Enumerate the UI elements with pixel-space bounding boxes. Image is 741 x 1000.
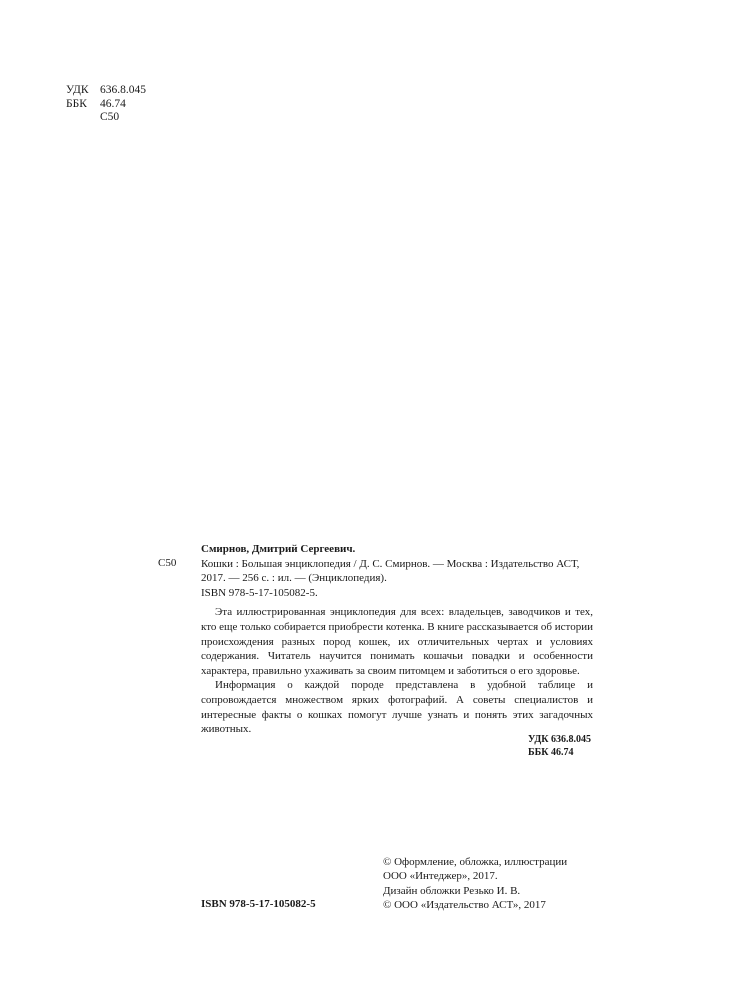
udk-value: 636.8.045 bbox=[100, 84, 146, 96]
annotation-paragraph: Информация о каждой породе представлена в удобной таблице и сопровождается множеством ярких фотографий. А советы специалистов и интересные факты о кошках помогут лучше узнать и понять этих загадочных животных. bbox=[201, 679, 593, 736]
bbk-code: ББК 46.74 bbox=[528, 747, 574, 758]
bbk-label: ББК bbox=[66, 97, 87, 110]
cutter-code: С50 bbox=[100, 111, 120, 123]
cutter-code-side: С50 bbox=[158, 557, 177, 569]
classification-codes-top bbox=[66, 84, 146, 125]
isbn-bottom: ISBN 978-5-17-105082-5 bbox=[201, 898, 316, 910]
copyright-line: Дизайн обложки Резько И. В. bbox=[383, 884, 521, 897]
copyright-line: © Оформление, обложка, иллюстрации bbox=[383, 856, 568, 868]
copyright-line: © ООО «Издательство АСТ», 2017 bbox=[383, 899, 546, 912]
udk-code: УДК 636.8.045 bbox=[528, 734, 591, 745]
bbk-row bbox=[66, 98, 146, 112]
annotation-paragraph: Эта иллюстрированная энциклопедия для всех: владельцев, заводчиков и тех, кто еще только собирается приобрести котенка. В книге рассказывается об истории происхождения разных пород кошек, их отличительных чертах и условиях содержания. Читатель научится понимать кошачьи повадки и особенности характера, правильно ухаживать за своим питомцем и заботиться о его здоровье. bbox=[201, 606, 593, 677]
classification-codes-bottom bbox=[528, 733, 591, 759]
author-heading: Смирнов, Дмитрий Сергеевич. bbox=[201, 543, 356, 555]
udk-label: УДК bbox=[66, 84, 89, 96]
bbk-value: 46.74 bbox=[100, 97, 126, 110]
copyright-line: ООО «Интеджер», 2017. bbox=[383, 870, 498, 883]
isbn-line: ISBN 978-5-17-105082-5. bbox=[201, 586, 318, 599]
copyright-block bbox=[383, 855, 567, 913]
udk-row bbox=[66, 84, 146, 98]
title-line: Кошки : Большая энциклопедия / Д. С. Смирнов. — Москва : Издательство АСТ, 2017. — 256 с. : ил. — (Энциклопедия). bbox=[201, 557, 580, 585]
bibliographic-entry bbox=[201, 542, 593, 737]
